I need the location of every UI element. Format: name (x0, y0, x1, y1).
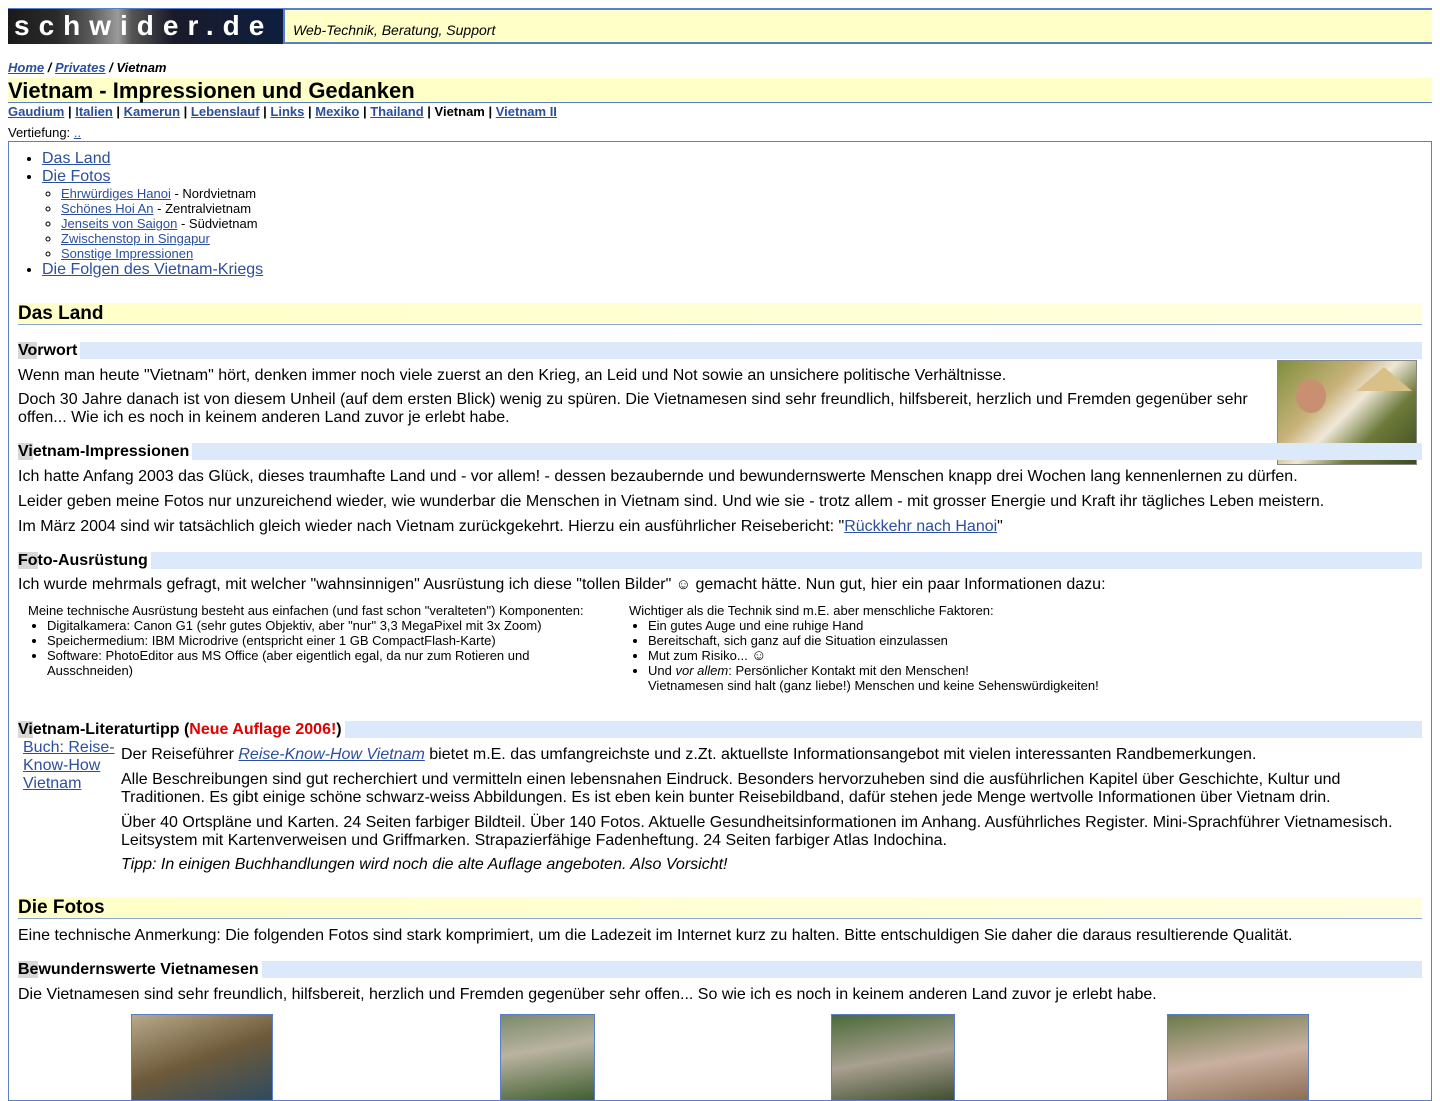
site-logo[interactable] (8, 9, 285, 44)
subheading-literaturtipp (18, 721, 1422, 738)
nav-separator: | (64, 104, 76, 119)
toc-link-folgen-krieg[interactable]: Die Folgen des Vietnam-Kriegs (42, 261, 264, 278)
logo-text: schwider.de (14, 10, 274, 41)
site-header (8, 8, 1432, 44)
nav-link-thailand[interactable]: Thailand (370, 104, 424, 119)
toc-item (42, 168, 263, 261)
subheading-rest: etnam-Impressionen (32, 443, 190, 460)
table-of-contents (9, 150, 263, 279)
literatur-paragraph-1 (121, 746, 1256, 764)
subheading-lead: Vi (18, 443, 33, 460)
list-item: • Software: PhotoEditor aus MS Office (aber eigentlich egal, da nur zum Rotieren und Ausschneiden) (47, 648, 618, 678)
paragraph-text: " (997, 518, 1003, 535)
toc-item (42, 150, 263, 168)
vertiefung-label: Vertiefung: (8, 125, 74, 140)
breadcrumb-separator: / (44, 60, 55, 75)
fotos-note-paragraph: Eine technische Anmerkung: Die folgenden Fotos sind stark komprimiert, um die Ladezeit im Internet kurz zu halten. Bitte entschuldigen Sie daher die daraus resultierende Qualität. (18, 927, 1293, 944)
subheading-rest: ) (336, 721, 342, 738)
literatur-paragraph-2a: Alle Beschreibungen sind gut recherchiert und vermitteln einen lebensnahen Eindruck. Besonders hervorzuheben sind die ausführlichen Kapitel über Geschichte, Kultur und (121, 771, 1341, 788)
nav-separator: | (423, 104, 435, 119)
list-item (648, 663, 1329, 693)
subheading-bewundernswerte (18, 961, 1422, 978)
toc-link-die-fotos[interactable]: Die Fotos (42, 168, 111, 185)
link-rueckkehr-nach-hanoi[interactable]: Rückkehr nach Hanoi (844, 518, 998, 535)
subheading-lead: Vi (18, 721, 33, 738)
bewundernswerte-paragraph: Die Vietnamesen sind sehr freundlich, hilfsbereit, herzlich und Fremden gegenüber sehr offen... So wie ich es noch in keinem anderen Land zuvor je erlebt habe. (18, 986, 1157, 1003)
vertiefung (8, 125, 81, 140)
nav-link-gaudium[interactable]: Gaudium (8, 104, 65, 119)
list-item-text: Vietnamesen sind halt (ganz liebe!) Menschen und keine Sehenswürdigkeiten! (648, 678, 1099, 693)
human-factors-intro: Wichtiger als die Technik sind m.E. aber menschliche Faktoren: (629, 603, 994, 618)
toc-link-hanoi[interactable]: Ehrwürdiges Hanoi (61, 186, 171, 201)
list-item: • Bereitschaft, sich ganz auf die Situation einzulassen (648, 633, 1329, 648)
subheading-lead: Be (18, 961, 39, 978)
vertiefung-up-link[interactable]: .. (73, 125, 82, 140)
equipment-intro: Meine technische Ausrüstung besteht aus einfachen (und fast schon "veralteten") Komponenten: (28, 603, 584, 618)
paragraph-text: Ich wurde mehrmals gefragt, mit welcher "wahnsinnigen" Ausrüstung ich diese "tollen Bilder" (18, 576, 676, 593)
vorwort-paragraph-2a: Doch 30 Jahre danach ist von diesem Unheil (auf dem ersten Blick) wenig zu spüren. Die Vietnamesen sind sehr freundlich, hilfsbereit, herzlich und Fremden gegenüber sehr (18, 391, 1248, 408)
list-item-text: : Persönlicher Kontakt mit den Menschen! (728, 663, 969, 678)
subheading-foto-ausruestung (18, 552, 1422, 569)
list-item-text: Und (648, 663, 676, 678)
list-item (648, 648, 1329, 663)
subheading-impressionen (18, 443, 1422, 460)
main-content (8, 141, 1432, 1101)
subheading-rest: wundernswerte Vietnamesen (38, 961, 259, 978)
new-edition-badge: Neue Auflage 2006! (189, 721, 337, 738)
emphasis-text: vor allem (675, 663, 729, 678)
country-nav (8, 104, 557, 119)
list-item: • Ein gutes Auge und eine ruhige Hand (648, 618, 1329, 633)
breadcrumb (8, 60, 167, 75)
literatur-paragraph-2b: Traditionen. Es gibt einige schöne schwarz-weiss Abbildungen. Es ist eben kein bunter Reisebildband, dafür stehen jede Menge wertvolle Informationen über Vietnam drin. (121, 789, 1331, 806)
impressionen-paragraph-2: Leider geben meine Fotos nur unzureichend wieder, wie wunderbar die Menschen in Vietnam sind. Und wie sie - trotz allem - mit grosser Energie und Kraft ihr tägliches Leben meistern. (18, 493, 1325, 510)
literatur-paragraph-3a: Über 40 Ortspläne und Karten. 24 Seiten farbiger Bildteil. Über 140 Fotos. Aktuelle Gesundheitsinformationen im Anhang. Ausführliches Register. Mini-Sprachführer Vietnamesisch. (121, 814, 1393, 831)
equipment-column (28, 603, 618, 678)
section-heading-die-fotos: Die Fotos (18, 897, 1422, 919)
toc-item (42, 261, 263, 279)
breadcrumb-home-link[interactable]: Home (8, 60, 45, 75)
nav-link-italien[interactable]: Italien (75, 104, 113, 119)
foto-intro-paragraph (18, 576, 1106, 594)
vorwort-paragraph-2b: offen... Wie ich es noch in keinem anderen Land zuvor je erlebt habe. (18, 409, 510, 426)
photo-thumbnail[interactable] (500, 1014, 595, 1101)
human-factors-column (629, 603, 1329, 693)
toc-subitem-suffix: - Nordvietnam (170, 186, 257, 201)
subheading-lead: Fo (18, 552, 38, 569)
subheading-lead: Vo (18, 342, 38, 359)
toc-subitem (61, 231, 263, 246)
toc-subitem (61, 216, 263, 231)
subheading-rest: etnam-Literaturtipp ( (32, 721, 190, 738)
list-item: • Speichermedium: IBM Microdrive (entspricht einer 1 GB CompactFlash-Karte) (47, 633, 618, 648)
subheading-rest: rwort (37, 342, 78, 359)
section-heading-das-land: Das Land (18, 303, 1422, 325)
nav-current-vietnam: Vietnam (434, 104, 485, 119)
nav-separator: | (180, 104, 191, 119)
photo-thumbnail[interactable] (1167, 1014, 1309, 1101)
toc-subitem-suffix: - Zentralvietnam (153, 201, 252, 216)
link-reise-know-how[interactable]: Reise-Know-How Vietnam (238, 746, 425, 763)
toc-link-singapur[interactable]: Zwischenstop in Singapur (61, 231, 210, 246)
toc-subitem-suffix: - Südvietnam (177, 216, 258, 231)
list-item-text: Mut zum Risiko... (648, 648, 752, 663)
smiley-icon: ☺ (675, 576, 692, 593)
toc-subitem (61, 201, 263, 216)
photo-thumbnail[interactable] (831, 1014, 955, 1101)
subheading-rest: to-Ausrüstung (37, 552, 148, 569)
page-title: Vietnam - Impressionen und Gedanken (8, 78, 1432, 103)
vorwort-paragraph-1: Wenn man heute "Vietnam" hört, denken immer noch viele zuerst an den Krieg, an Leid und Not sowie an unsichere politische Verhältnisse. (18, 367, 1007, 384)
photo-thumbnail[interactable] (131, 1014, 273, 1101)
paragraph-text: Im März 2004 sind wir tatsächlich gleich wieder nach Vietnam zurückgekehrt. Hierzu ein ausführlicher Reisebericht: " (18, 518, 845, 535)
nav-link-lebenslauf[interactable]: Lebenslauf (190, 104, 260, 119)
breadcrumb-current: Vietnam (116, 60, 167, 75)
nav-link-vietnam-ii[interactable]: Vietnam II (495, 104, 557, 119)
toc-link-sonstige[interactable]: Sonstige Impressionen (61, 246, 194, 261)
nav-separator: | (484, 104, 496, 119)
impressionen-paragraph-1: Ich hatte Anfang 2003 das Glück, dieses traumhafte Land und - vor allem! - dessen bezaubernde und bewundernswerte Menschen knapp drei Wochen lang kennenlernen zu dürfen. (18, 468, 1298, 485)
nav-separator: | (304, 104, 316, 119)
paragraph-text: gemacht hätte. Nun gut, hier ein paar Informationen dazu: (691, 576, 1106, 593)
book-image-link[interactable]: Buch: Reise-Know-How Vietnam (23, 739, 115, 792)
literatur-tip: Tipp: In einigen Buchhandlungen wird noch die alte Auflage angeboten. Also Vorsicht! (121, 856, 728, 873)
subheading-vorwort (18, 342, 1422, 359)
literatur-paragraph-3b: Leitsystem mit Kartenverweisen und Griffmarken. Strapazierfähige Fadenheftung. 24 Seiten farbiger Atlas Indochina. (121, 832, 947, 849)
nav-link-kamerun[interactable]: Kamerun (123, 104, 181, 119)
paragraph-text: bietet m.E. das umfangreichste und z.Zt. aktuellste Informationsangebot mit vielen interessanten Randbemerkungen. (424, 746, 1257, 763)
impressionen-paragraph-3 (18, 518, 1003, 536)
breadcrumb-privates-link[interactable]: Privates (54, 60, 106, 75)
nav-link-mexiko[interactable]: Mexiko (315, 104, 360, 119)
smiley-icon: ☺ (751, 647, 767, 664)
nav-link-links[interactable]: Links (270, 104, 305, 119)
paragraph-text: Der Reiseführer (121, 746, 239, 763)
list-item: • Digitalkamera: Canon G1 (sehr gutes Objektiv, aber "nur" 3,3 MegaPixel mit 3x Zoom) (47, 618, 618, 633)
nav-separator: | (259, 104, 271, 119)
toc-link-saigon[interactable]: Jenseits von Saigon (61, 216, 178, 231)
toc-subitem (61, 186, 263, 201)
toc-link-das-land[interactable]: Das Land (42, 150, 111, 167)
toc-subitem (61, 246, 263, 261)
nav-separator: | (112, 104, 124, 119)
breadcrumb-separator: / (105, 60, 117, 75)
site-tagline: Web-Technik, Beratung, Support (293, 22, 496, 38)
nav-separator: | (359, 104, 371, 119)
toc-link-hoi-an[interactable]: Schönes Hoi An (61, 201, 154, 216)
